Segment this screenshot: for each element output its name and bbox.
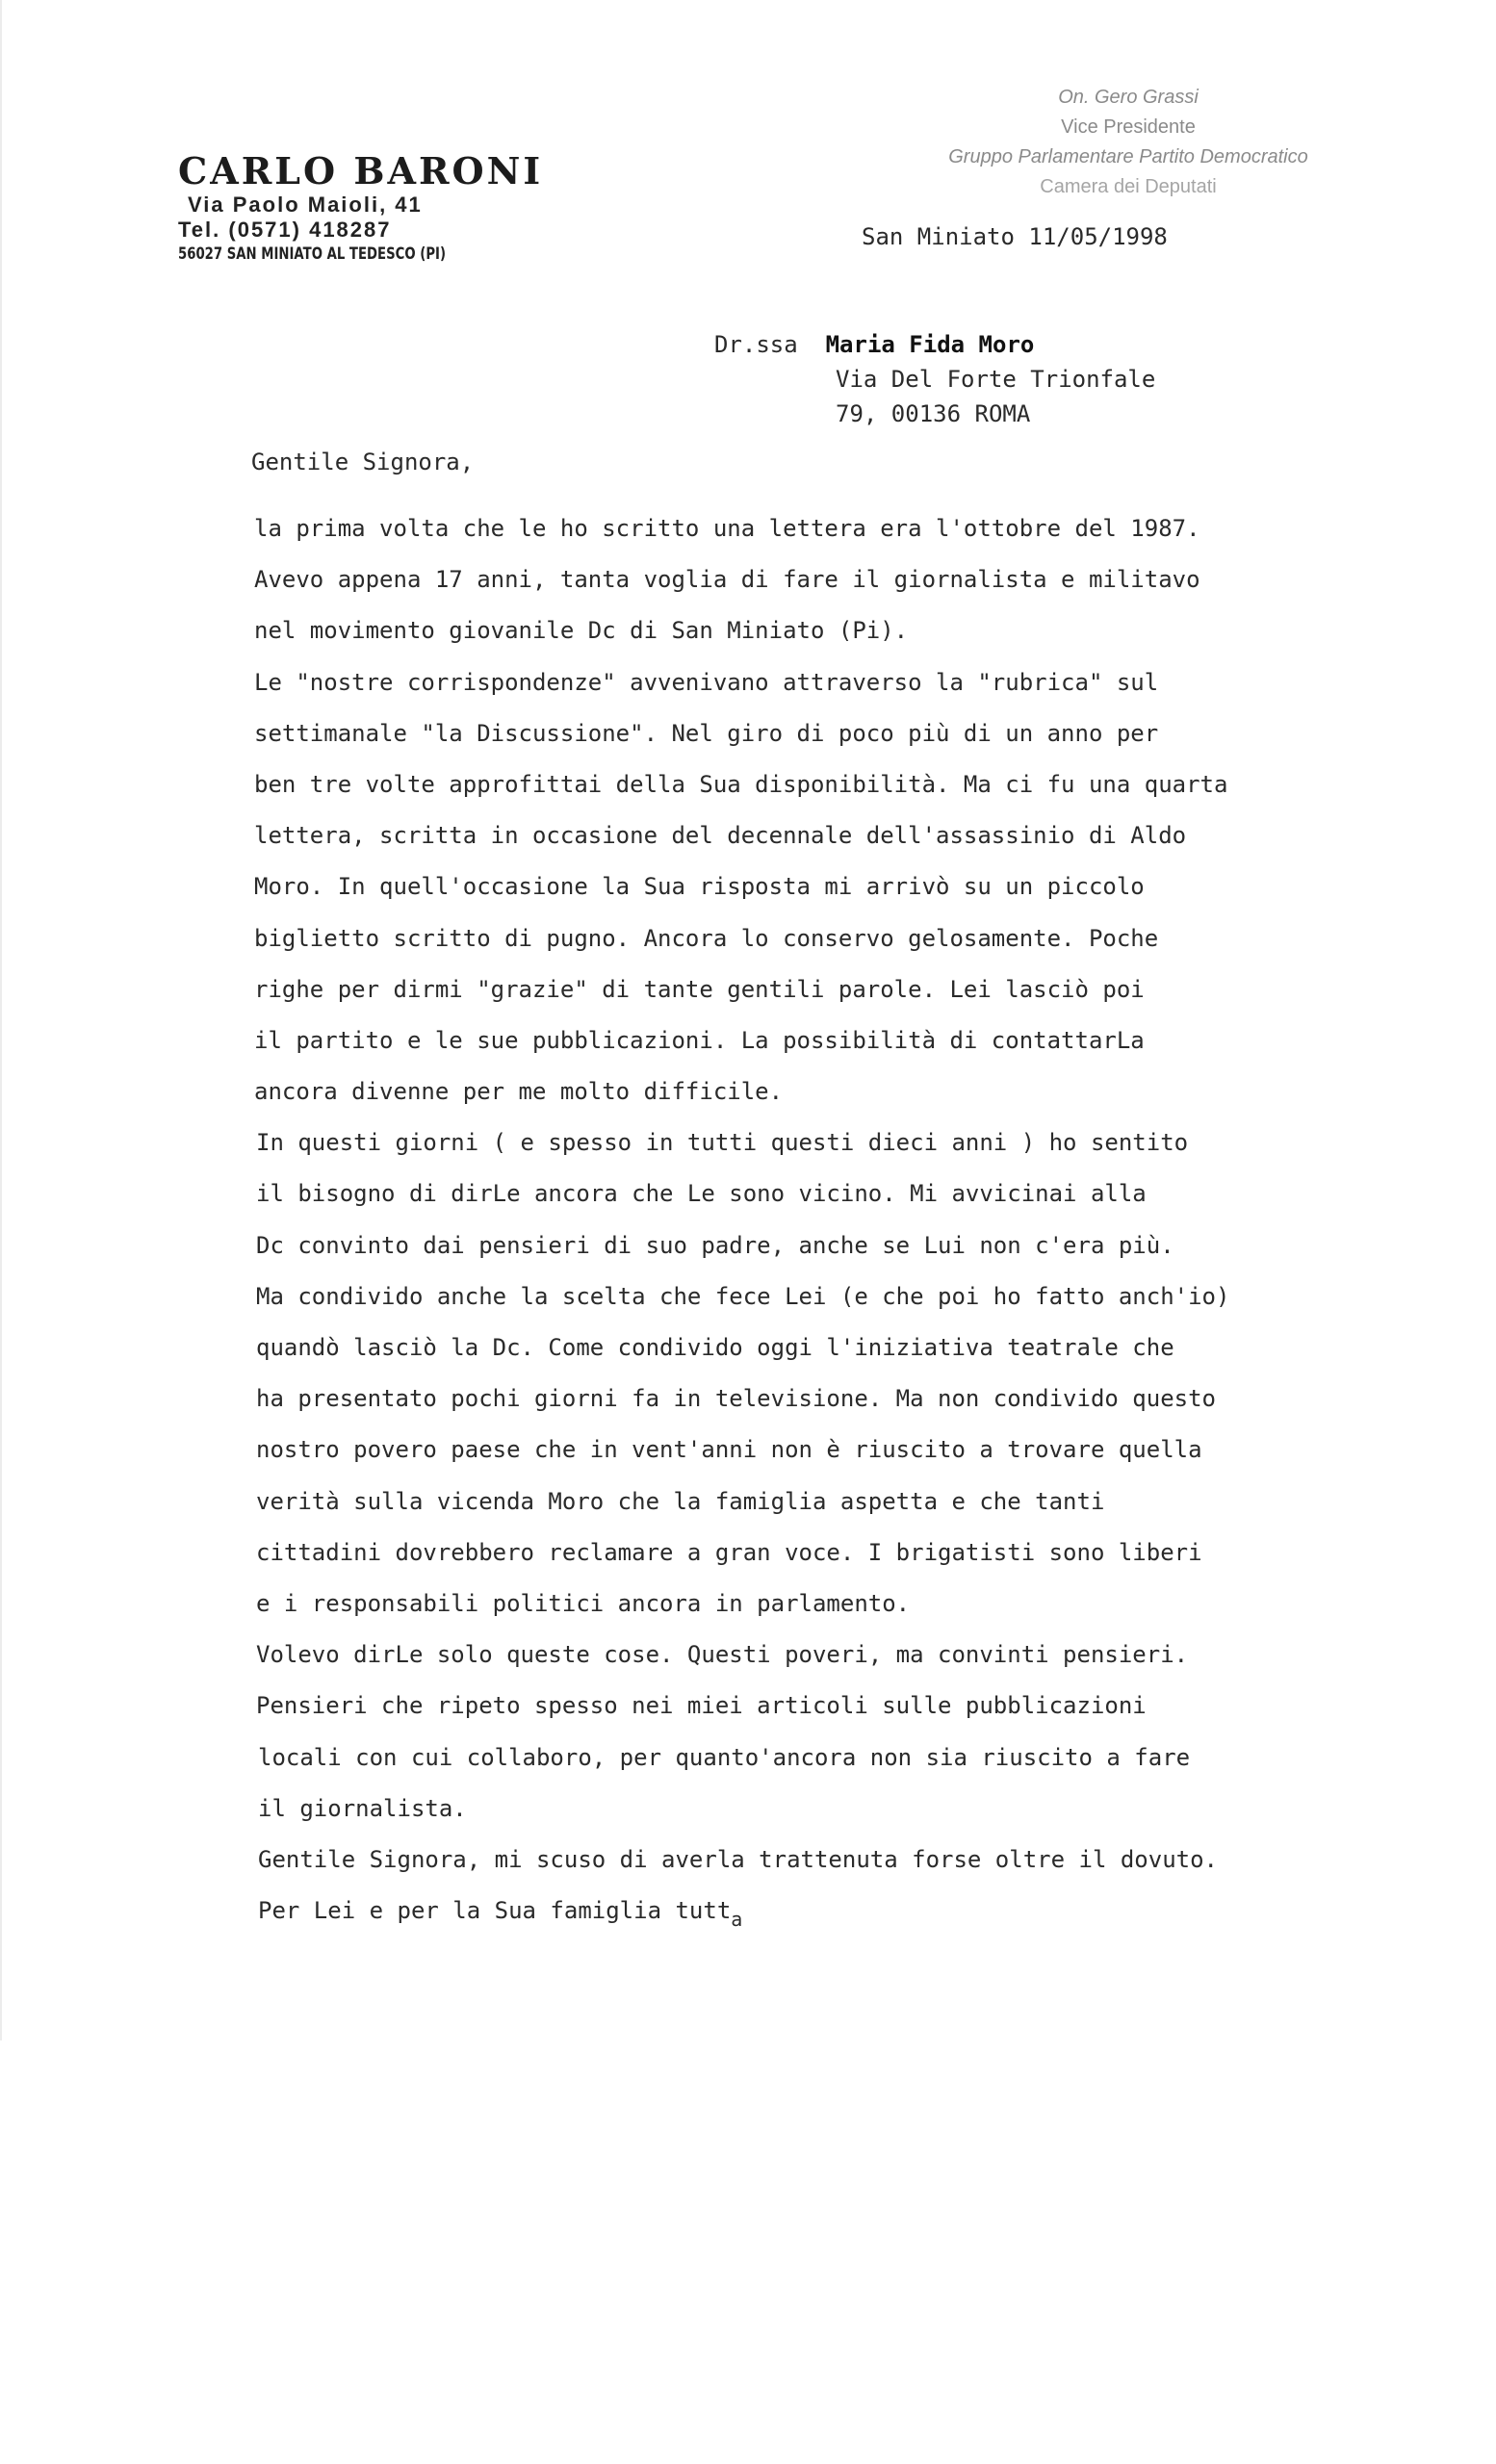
body-line: il giornalista. [258, 1794, 467, 1822]
body-line: Ma condivido anche la scelta che fece Lei (e che poi ho fatto anch'io) [256, 1282, 1230, 1310]
body-line: ha presentato pochi giorni fa in televisione. Ma non condivido questo [256, 1385, 1216, 1413]
body-line: la prima volta che le ho scritto una lettera era l'ottobre del 1987. [254, 515, 1200, 542]
stamp-line-4: Camera dei Deputati [1040, 176, 1217, 197]
body-line: Volevo dirLe solo queste cose. Questi poveri, ma convinti pensieri. [256, 1641, 1189, 1669]
letterhead [178, 150, 543, 266]
stamp-line-2: Vice Presidente [1061, 116, 1196, 138]
body-line: settimanale "la Discussione". Nel giro di poco più di un anno per [254, 719, 1159, 747]
body-line: Pensieri che ripeto spesso nei miei articoli sulle pubblicazioni [256, 1692, 1147, 1720]
body-line: locali con cui collaboro, per quanto'ancora non sia riuscito a fare [258, 1743, 1191, 1771]
sender-address: Via Paolo Maioli, 41 [188, 192, 423, 217]
body-line: Avevo appena 17 anni, tanta voglia di fare il giornalista e militavo [254, 566, 1200, 594]
letter-date: San Miniato 11/05/1998 [862, 223, 1168, 250]
body-line: Moro. In quell'occasione la Sua risposta mi arrivò su un piccolo [254, 873, 1145, 901]
recipient-city: 79, 00136 ROMA [836, 400, 1031, 427]
body-line: verità sulla vicenda Moro che la famiglia aspetta e che tanti [256, 1487, 1105, 1515]
body-line: lettera, scritta in occasione del decennale dell'assassinio di Aldo [254, 822, 1187, 850]
body-line: Gentile Signora, mi scuso di averla trattenuta forse oltre il dovuto. [258, 1845, 1218, 1873]
last-line-text: Per Lei e per la Sua famiglia tutt [258, 1897, 732, 1925]
body-line: ancora divenne per me molto difficile. [254, 1078, 784, 1106]
deputy-stamp [926, 83, 1330, 202]
body-last-line [254, 1896, 1229, 1947]
body-line: nostro povero paese che in vent'anni non è riuscito a trovare quella [256, 1436, 1202, 1464]
stamp-line-1: On. Gero Grassi [1058, 87, 1199, 108]
body-line: e i responsabili politici ancora in parlamento. [256, 1589, 911, 1617]
body-line: cittadini dovrebbero reclamare a gran voce. I brigatisti sono liberi [256, 1538, 1202, 1566]
stamp-line-3: Gruppo Parlamentare Partito Democratico [948, 146, 1308, 167]
body-line: quandò lasciò la Dc. Come condivido oggi l'iniziativa teatrale che [256, 1334, 1174, 1361]
sender-name: CARLO BARONI [178, 149, 544, 192]
body-line: il partito e le sue pubblicazioni. La possibilità di contattarLa [254, 1026, 1145, 1054]
body-line: ben tre volte approfittai della Sua disponibilità. Ma ci fu una quarta [254, 770, 1228, 798]
sender-city: 56027 SAN MINIATO AL TEDESCO (PI) [178, 244, 447, 264]
last-line-subscript: a [731, 1908, 743, 1932]
letter-body [254, 514, 1229, 1947]
body-line: Le "nostre corrispondenze" avvenivano attraverso la "rubrica" sul [254, 668, 1159, 696]
salutation: Gentile Signora, [251, 449, 475, 475]
body-line: In questi giorni ( e spesso in tutti questi dieci anni ) ho sentito [256, 1129, 1189, 1157]
blank-margin [0, 2040, 1496, 2464]
recipient-block [714, 327, 1155, 431]
sender-phone: Tel. (0571) 418287 [178, 218, 392, 242]
body-line: righe per dirmi "grazie" di tante gentili parole. Lei lasciò poi [254, 975, 1145, 1003]
recipient-street: Via Del Forte Trionfale [836, 366, 1156, 393]
body-line: nel movimento giovanile Dc di San Miniato (Pi). [254, 617, 909, 645]
recipient-name-line [714, 327, 1155, 362]
body-line: il bisogno di dirLe ancora che Le sono vicino. Mi avvicinai alla [256, 1180, 1147, 1208]
recipient-name: Maria Fida Moro [825, 331, 1035, 358]
body-line: Dc convinto dai pensieri di suo padre, anche se Lui non c'era più. [256, 1231, 1174, 1259]
body-line: biglietto scritto di pugno. Ancora lo conservo gelosamente. Poche [254, 924, 1159, 952]
recipient-title: Dr.ssa [714, 331, 798, 358]
